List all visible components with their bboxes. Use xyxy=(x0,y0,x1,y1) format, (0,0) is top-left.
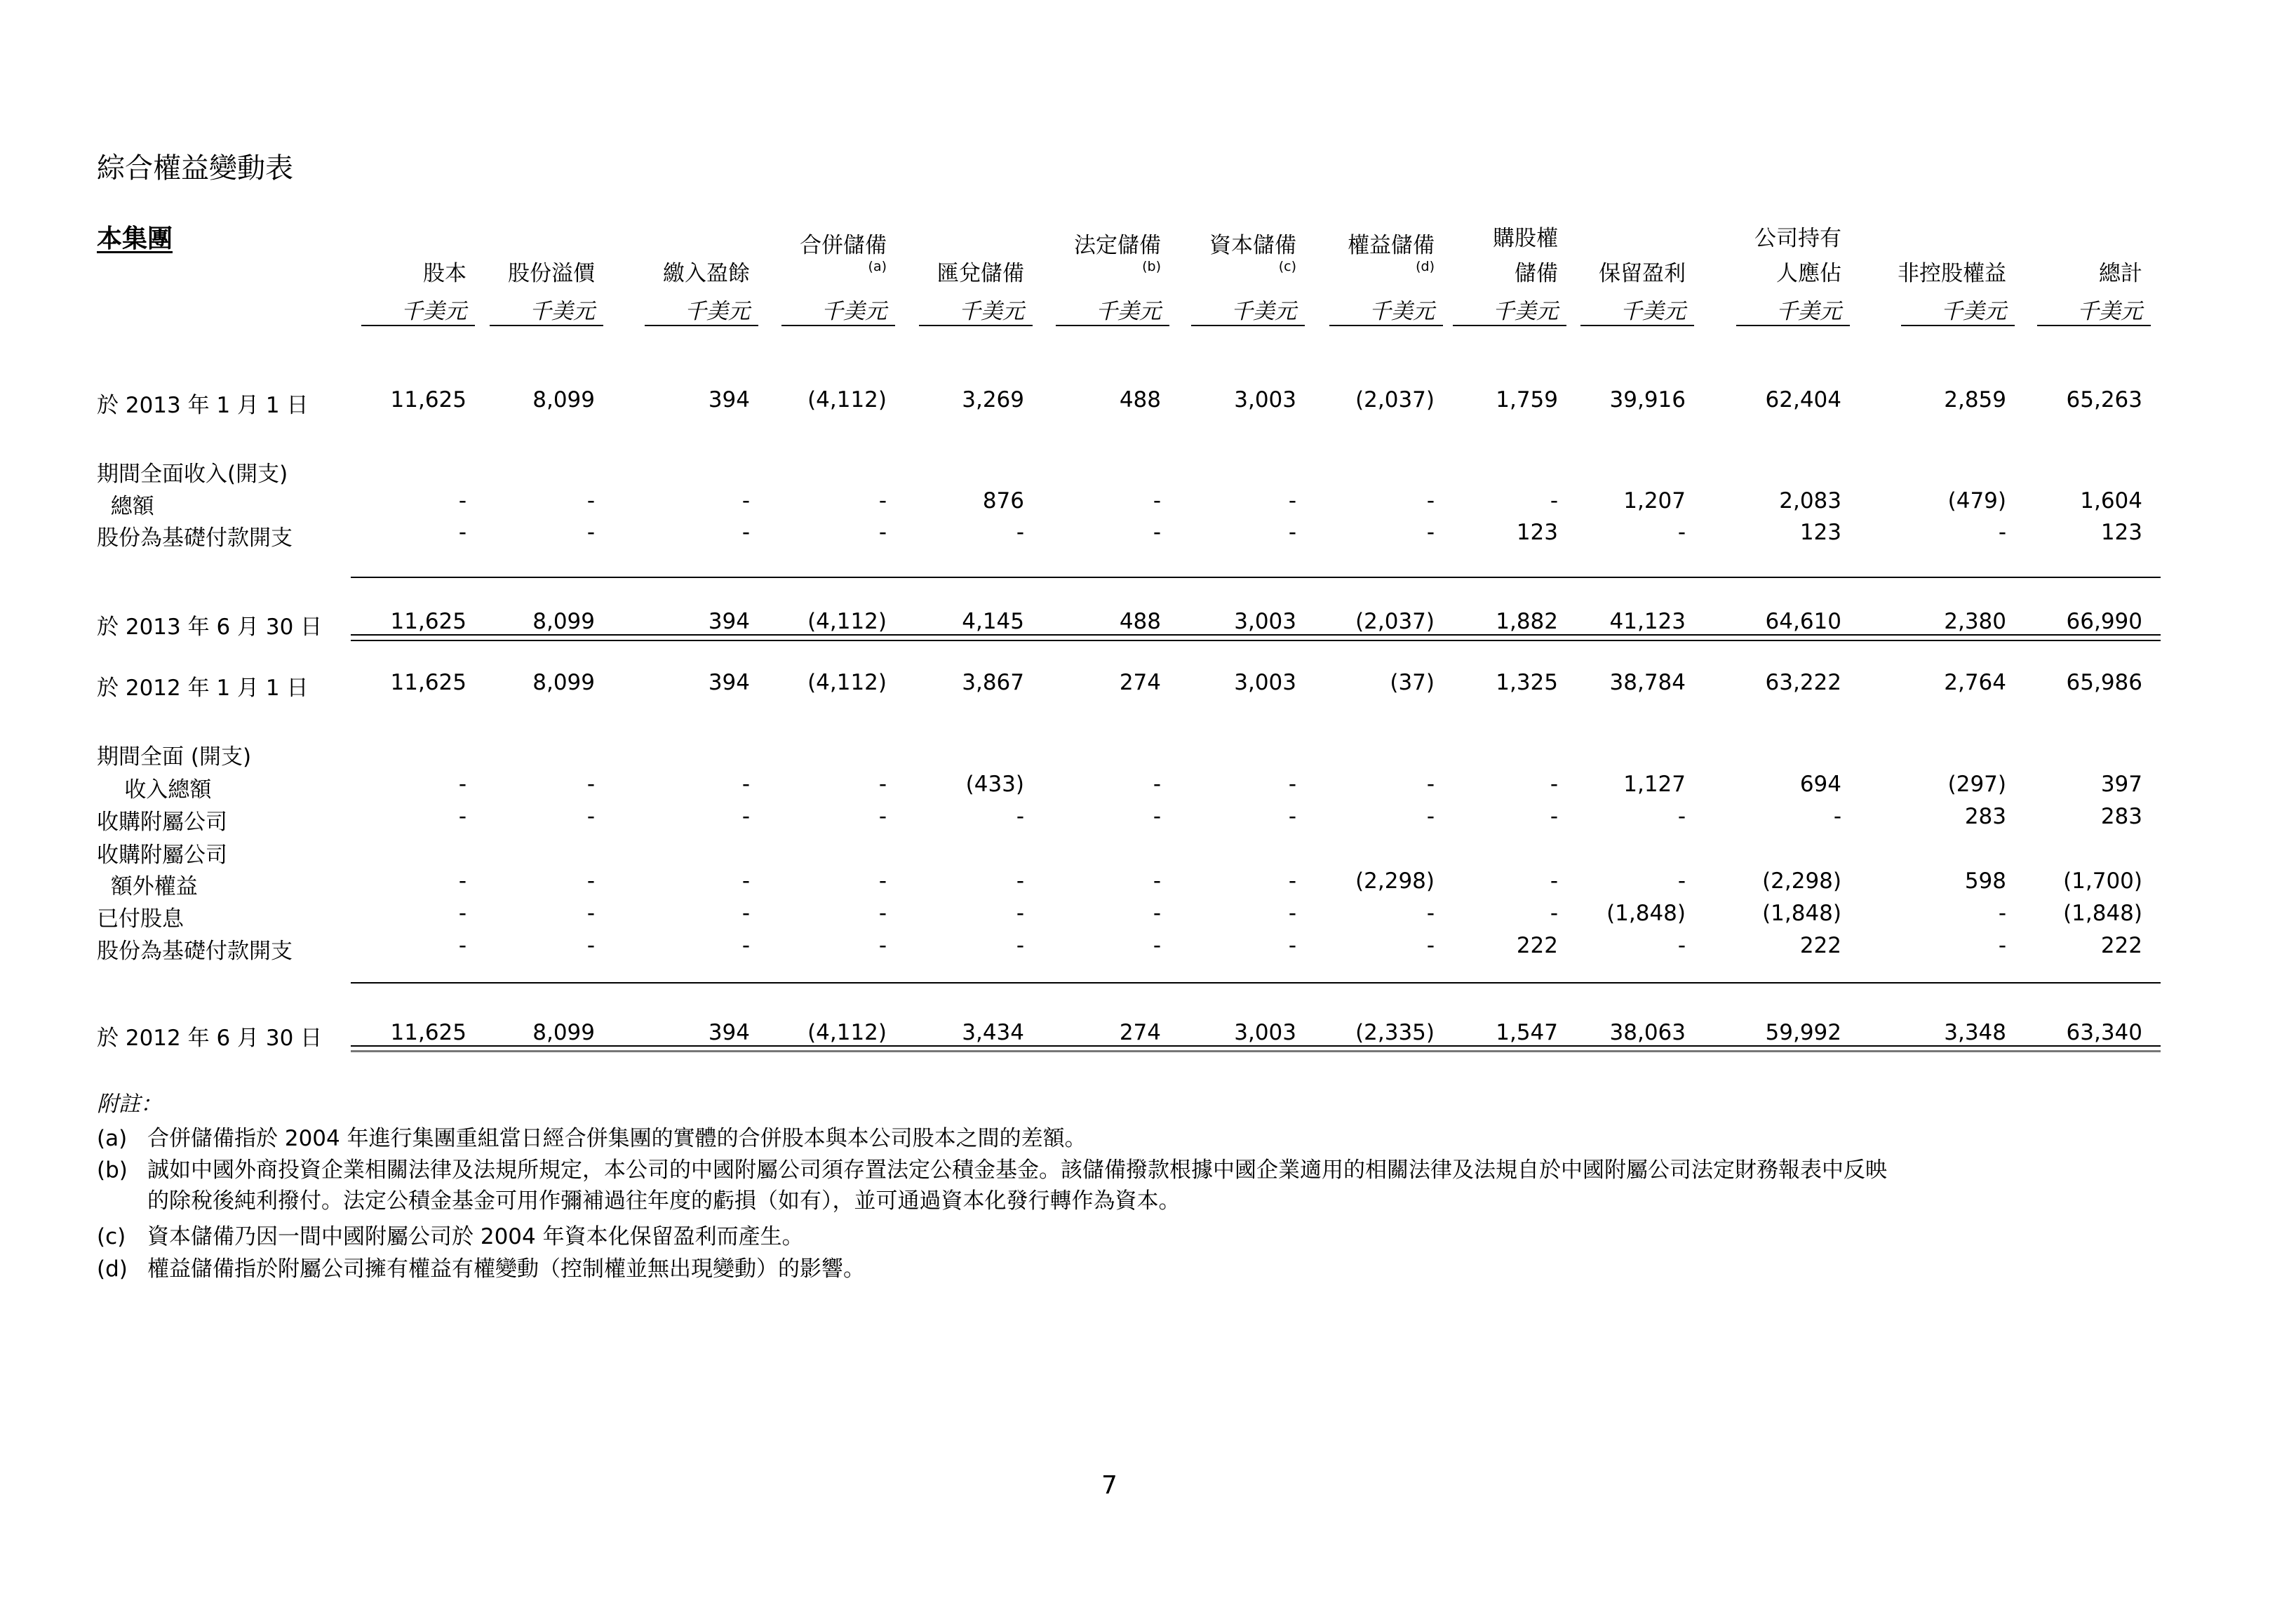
table-cell: (4,112) xyxy=(807,1020,887,1045)
table-cell: 3,269 xyxy=(962,387,1024,412)
table-cell: 123 xyxy=(1516,520,1558,545)
unit-underline xyxy=(1580,325,1694,326)
unit-underline xyxy=(1191,325,1305,326)
table-cell: (297) xyxy=(1947,772,2006,797)
table-cell: 66,990 xyxy=(2066,609,2142,634)
unit-label: 千美元 xyxy=(1776,299,1841,324)
table-cell: 123 xyxy=(2100,520,2142,545)
unit-underline xyxy=(645,325,758,326)
table-cell: - xyxy=(586,933,595,958)
table-cell: (37) xyxy=(1390,670,1435,695)
row-label: 總額 xyxy=(97,494,154,519)
table-cell: - xyxy=(1550,868,1558,894)
table-cell: 62,404 xyxy=(1765,387,1841,412)
table-cell: - xyxy=(586,520,595,545)
unit-underline xyxy=(1901,325,2015,326)
table-cell: 3,434 xyxy=(962,1020,1024,1045)
table-cell: 65,986 xyxy=(2066,670,2142,695)
table-cell: - xyxy=(1550,488,1558,514)
table-cell: 123 xyxy=(1799,520,1841,545)
table-cell: 63,222 xyxy=(1765,670,1841,695)
table-cell: 274 xyxy=(1119,670,1161,695)
row-label: 收入總額 xyxy=(97,777,212,803)
row-label: 於 2012 年 6 月 30 日 xyxy=(97,1026,323,1051)
table-cell: - xyxy=(1426,804,1435,829)
total-rule xyxy=(351,634,2161,636)
column-header-line2: 非控股權益 xyxy=(1898,261,2006,286)
unit-label: 千美元 xyxy=(1369,299,1435,324)
row-label: 股份為基礎付款開支 xyxy=(97,525,293,551)
table-cell: - xyxy=(1288,868,1296,894)
table-cell: 283 xyxy=(1964,804,2006,829)
table-cell: 3,003 xyxy=(1234,609,1296,634)
column-header-line2: 儲備 xyxy=(1515,261,1558,286)
unit-label: 千美元 xyxy=(1620,299,1686,324)
table-cell: 694 xyxy=(1799,772,1841,797)
note-item xyxy=(97,1251,865,1282)
column-header-line1: 購股權 xyxy=(1493,226,1558,251)
table-cell: (2,037) xyxy=(1355,609,1435,634)
table-cell: (433) xyxy=(965,772,1024,797)
note-tag: (b) xyxy=(97,1157,128,1183)
table-cell: - xyxy=(458,488,466,514)
column-header-line1: 合併儲備 xyxy=(800,233,887,258)
table-cell: - xyxy=(1153,804,1161,829)
column-header-line1: 權益儲備 xyxy=(1348,233,1435,258)
table-cell: 39,916 xyxy=(1609,387,1686,412)
table-cell: - xyxy=(1550,772,1558,797)
table-cell: 222 xyxy=(1516,933,1558,958)
note-tag: (c) xyxy=(97,1224,126,1249)
table-cell: 8,099 xyxy=(532,670,595,695)
table-cell: - xyxy=(1288,772,1296,797)
unit-label: 千美元 xyxy=(1231,299,1296,324)
table-cell: 1,547 xyxy=(1496,1020,1558,1045)
note-text: 合併儲備指於 2004 年進行集團重組當日經合併集團的實體的合併股本與本公司股本之間的差額。 xyxy=(147,1126,1087,1151)
table-cell: - xyxy=(741,901,750,926)
table-cell: 38,784 xyxy=(1609,670,1686,695)
table-cell: - xyxy=(1016,901,1024,926)
table-cell: - xyxy=(1153,520,1161,545)
note-item xyxy=(97,1120,1087,1152)
unit-underline xyxy=(1329,325,1443,326)
table-cell: (4,112) xyxy=(807,670,887,695)
table-cell: - xyxy=(586,901,595,926)
table-cell: - xyxy=(1998,933,2006,958)
table-cell: (2,037) xyxy=(1355,387,1435,412)
subtotal-rule xyxy=(351,982,2161,984)
table-cell: - xyxy=(1833,804,1841,829)
table-cell: 3,003 xyxy=(1234,670,1296,695)
page-title: 綜合權益變動表 xyxy=(97,152,293,184)
table-cell: - xyxy=(1016,933,1024,958)
table-cell: - xyxy=(741,868,750,894)
table-cell: 11,625 xyxy=(390,387,466,412)
table-cell: - xyxy=(1153,901,1161,926)
table-cell: - xyxy=(458,868,466,894)
table-cell: - xyxy=(1288,901,1296,926)
table-cell: 1,325 xyxy=(1496,670,1558,695)
table-cell: 222 xyxy=(2100,933,2142,958)
table-cell: 3,867 xyxy=(962,670,1024,695)
table-cell: (1,848) xyxy=(2063,901,2142,926)
note-tag: (a) xyxy=(97,1126,128,1151)
row-label: 期間全面收入(開支) xyxy=(97,462,288,487)
column-note-ref: (d) xyxy=(1416,259,1435,274)
column-header-line2: 保留盈利 xyxy=(1599,261,1686,286)
table-cell: 59,992 xyxy=(1765,1020,1841,1045)
table-cell: - xyxy=(1550,804,1558,829)
unit-label: 千美元 xyxy=(1941,299,2006,324)
unit-underline xyxy=(1736,325,1850,326)
table-cell: 274 xyxy=(1119,1020,1161,1045)
row-label: 於 2012 年 1 月 1 日 xyxy=(97,676,309,701)
table-cell: - xyxy=(1288,488,1296,514)
note-text: 誠如中國外商投資企業相關法律及法規所規定，本公司的中國附屬公司須存置法定公積金基金。該儲備撥款根據中國企業適用的相關法律及法規自於中國附屬公司法定財務報表中反映 xyxy=(147,1157,1887,1183)
table-cell: - xyxy=(741,488,750,514)
table-cell: (1,700) xyxy=(2063,868,2142,894)
table-cell: (2,335) xyxy=(1355,1020,1435,1045)
unit-label: 千美元 xyxy=(2077,299,2142,324)
row-label: 額外權益 xyxy=(97,874,198,899)
table-cell: (4,112) xyxy=(807,609,887,634)
table-cell: 1,604 xyxy=(2080,488,2142,514)
table-cell: 64,610 xyxy=(1765,609,1841,634)
table-cell: - xyxy=(878,933,887,958)
table-cell: - xyxy=(1288,804,1296,829)
table-cell: - xyxy=(458,901,466,926)
table-cell: 8,099 xyxy=(532,387,595,412)
table-cell: - xyxy=(878,488,887,514)
table-cell: 63,340 xyxy=(2066,1020,2142,1045)
table-cell: 2,083 xyxy=(1779,488,1841,514)
column-header-line1: 資本儲備 xyxy=(1209,233,1296,258)
table-cell: - xyxy=(1288,520,1296,545)
table-cell: (2,298) xyxy=(1355,868,1435,894)
table-cell: - xyxy=(1153,772,1161,797)
table-cell: 283 xyxy=(2100,804,2142,829)
column-header-line1: 公司持有 xyxy=(1754,226,1841,251)
table-cell: - xyxy=(586,772,595,797)
column-header-line2: 匯兌儲備 xyxy=(937,261,1024,286)
table-cell: 394 xyxy=(708,387,750,412)
table-cell: - xyxy=(741,772,750,797)
table-cell: 2,764 xyxy=(1944,670,2006,695)
row-label: 於 2013 年 6 月 30 日 xyxy=(97,615,323,640)
table-cell: 11,625 xyxy=(390,609,466,634)
table-cell: - xyxy=(878,868,887,894)
table-cell: 222 xyxy=(1799,933,1841,958)
table-cell: 397 xyxy=(2100,772,2142,797)
row-label: 股份為基礎付款開支 xyxy=(97,939,293,964)
table-cell: - xyxy=(878,901,887,926)
table-cell: 3,003 xyxy=(1234,387,1296,412)
table-cell: - xyxy=(741,933,750,958)
table-cell: - xyxy=(458,772,466,797)
column-header-line2: 股本 xyxy=(423,261,466,286)
table-cell: - xyxy=(458,804,466,829)
column-header-line2: 繳入盈餘 xyxy=(663,261,750,286)
table-cell: 3,003 xyxy=(1234,1020,1296,1045)
table-cell: (4,112) xyxy=(807,387,887,412)
table-cell: - xyxy=(586,868,595,894)
note-text: 權益儲備指於附屬公司擁有權益有權變動（控制權並無出現變動）的影響。 xyxy=(147,1256,865,1282)
unit-label: 千美元 xyxy=(685,299,750,324)
unit-label: 千美元 xyxy=(1493,299,1558,324)
unit-underline xyxy=(1056,325,1169,326)
unit-underline xyxy=(781,325,895,326)
table-cell: 1,759 xyxy=(1496,387,1558,412)
table-cell: - xyxy=(1426,520,1435,545)
unit-underline xyxy=(1453,325,1566,326)
note-tag: (d) xyxy=(97,1256,128,1282)
unit-label: 千美元 xyxy=(1096,299,1161,324)
table-cell: 2,380 xyxy=(1944,609,2006,634)
table-cell: 1,882 xyxy=(1496,609,1558,634)
table-cell: - xyxy=(878,520,887,545)
table-cell: 8,099 xyxy=(532,1020,595,1045)
note-text: 資本儲備乃因一間中國附屬公司於 2004 年資本化保留盈利而產生。 xyxy=(147,1224,804,1249)
row-label: 期間全面 (開支) xyxy=(97,744,252,770)
table-cell: 394 xyxy=(708,1020,750,1045)
total-rule xyxy=(351,1045,2161,1047)
unit-underline xyxy=(919,325,1033,326)
group-title: 本集團 xyxy=(97,224,173,253)
table-cell: - xyxy=(1153,488,1161,514)
table-cell: - xyxy=(1677,520,1686,545)
row-label: 收購附屬公司 xyxy=(97,843,227,868)
table-cell: - xyxy=(1998,520,2006,545)
table-cell: 394 xyxy=(708,609,750,634)
column-header-line2: 人應佔 xyxy=(1776,261,1841,286)
table-cell: 65,263 xyxy=(2066,387,2142,412)
table-cell: 4,145 xyxy=(962,609,1024,634)
row-label: 已付股息 xyxy=(97,906,184,932)
table-cell: - xyxy=(586,804,595,829)
unit-label: 千美元 xyxy=(959,299,1024,324)
unit-label: 千美元 xyxy=(821,299,887,324)
table-cell: - xyxy=(1153,868,1161,894)
notes-title: 附註： xyxy=(97,1092,162,1117)
table-cell: 38,063 xyxy=(1609,1020,1686,1045)
table-cell: - xyxy=(458,520,466,545)
table-cell: 41,123 xyxy=(1609,609,1686,634)
total-rule xyxy=(351,640,2161,641)
column-header-line2: 股份溢價 xyxy=(508,261,595,286)
table-cell: - xyxy=(1426,933,1435,958)
table-cell: 488 xyxy=(1119,387,1161,412)
table-cell: (2,298) xyxy=(1762,868,1841,894)
table-cell: - xyxy=(741,520,750,545)
table-cell: - xyxy=(1016,804,1024,829)
unit-underline xyxy=(2037,325,2151,326)
table-cell: (1,848) xyxy=(1762,901,1841,926)
table-cell: - xyxy=(1016,520,1024,545)
note-item xyxy=(97,1152,1887,1183)
table-cell: 2,859 xyxy=(1944,387,2006,412)
table-cell: - xyxy=(1426,772,1435,797)
unit-underline xyxy=(490,325,603,326)
unit-label: 千美元 xyxy=(401,299,466,324)
table-cell: (1,848) xyxy=(1606,901,1686,926)
total-rule xyxy=(351,1050,2161,1052)
row-label: 於 2013 年 1 月 1 日 xyxy=(97,393,309,418)
table-cell: - xyxy=(458,933,466,958)
table-cell: 1,127 xyxy=(1623,772,1686,797)
table-cell: - xyxy=(878,804,887,829)
table-cell: 394 xyxy=(708,670,750,695)
table-cell: 598 xyxy=(1964,868,2006,894)
row-label: 收購附屬公司 xyxy=(97,810,227,835)
column-header-line2: 總計 xyxy=(2099,261,2142,286)
table-cell: 876 xyxy=(982,488,1024,514)
table-cell: - xyxy=(586,488,595,514)
table-cell: 1,207 xyxy=(1623,488,1686,514)
table-cell: 8,099 xyxy=(532,609,595,634)
note-text: 的除稅後純利撥付。法定公積金基金可用作彌補過往年度的虧損（如有），並可通過資本化發行轉作為資本。 xyxy=(147,1188,1181,1214)
table-cell: (479) xyxy=(1947,488,2006,514)
table-cell: - xyxy=(1677,804,1686,829)
column-note-ref: (a) xyxy=(868,259,887,274)
table-cell: - xyxy=(1426,488,1435,514)
column-header-line1: 法定儲備 xyxy=(1074,233,1161,258)
subtotal-rule xyxy=(351,577,2161,578)
table-cell: 11,625 xyxy=(390,670,466,695)
table-cell: - xyxy=(878,772,887,797)
table-cell: - xyxy=(1288,933,1296,958)
column-note-ref: (c) xyxy=(1278,259,1296,274)
table-cell: - xyxy=(1016,868,1024,894)
page-number: 7 xyxy=(1101,1471,1117,1500)
table-cell: - xyxy=(1677,933,1686,958)
table-cell: - xyxy=(1677,868,1686,894)
table-cell: - xyxy=(741,804,750,829)
table-cell: - xyxy=(1998,901,2006,926)
column-note-ref: (b) xyxy=(1142,259,1161,274)
table-cell: - xyxy=(1426,901,1435,926)
note-item xyxy=(97,1219,804,1250)
unit-underline xyxy=(361,325,475,326)
unit-label: 千美元 xyxy=(530,299,595,324)
table-cell: - xyxy=(1153,933,1161,958)
table-cell: 11,625 xyxy=(390,1020,466,1045)
table-cell: 488 xyxy=(1119,609,1161,634)
table-cell: 3,348 xyxy=(1944,1020,2006,1045)
table-cell: - xyxy=(1550,901,1558,926)
